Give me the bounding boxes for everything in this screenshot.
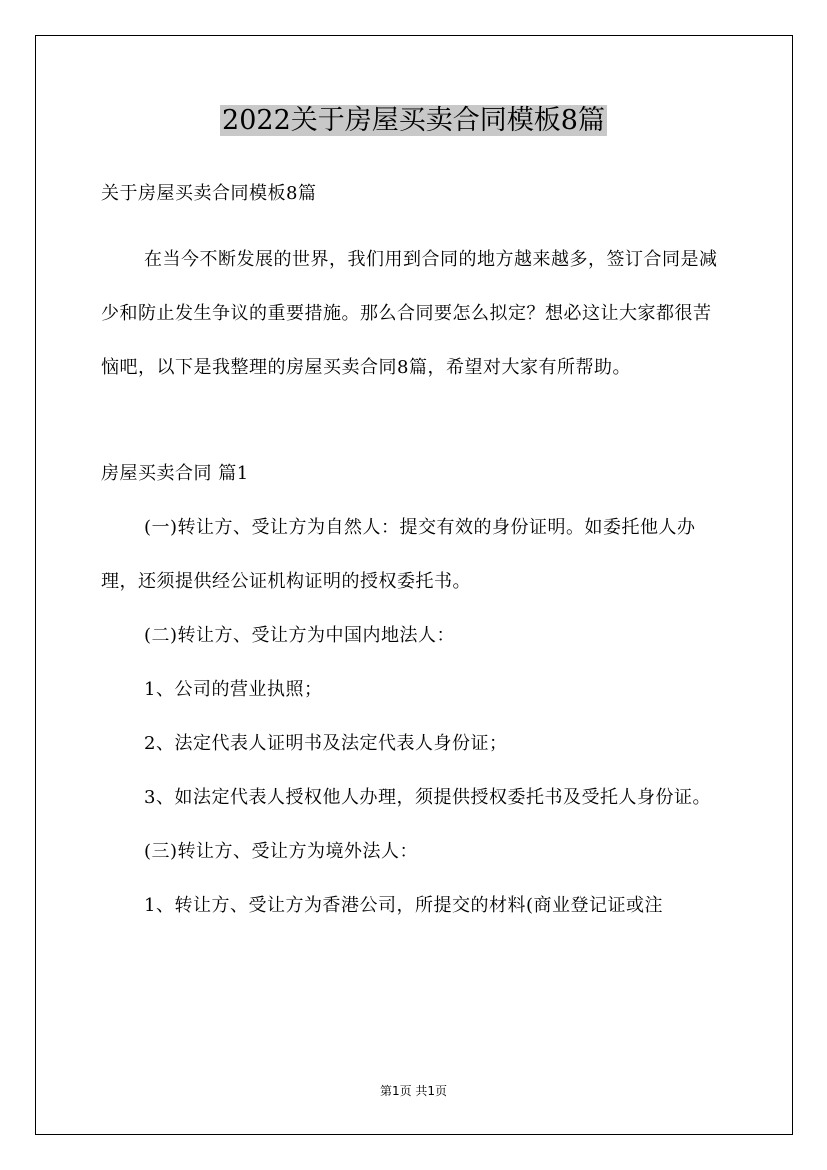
document-title — [0, 100, 827, 142]
section-paragraph: 1、公司的营业执照； — [144, 679, 323, 700]
section-paragraph: (三)转让方、受让方为境外法人： — [144, 841, 419, 862]
document-title-text: 2022关于房屋买卖合同模板8篇 — [222, 105, 605, 136]
section-paragraph: 3、如法定代表人授权他人办理，须提供授权委托书及受托人身份证。 — [144, 787, 711, 808]
section-paragraph: (一)转让方、受让方为自然人：提交有效的身份证明。如委托他人办理，还须提供经公证机构证明的授权委托书。 — [101, 517, 696, 592]
document-body — [101, 173, 727, 933]
section-paragraph: 2、法定代表人证明书及法定代表人身份证； — [144, 733, 508, 754]
document-subtitle: 关于房屋买卖合同模板8篇 — [101, 183, 317, 204]
section-paragraph: (二)转让方、受让方为中国内地法人： — [144, 625, 456, 646]
section-heading: 房屋买卖合同 篇1 — [101, 463, 249, 484]
intro-paragraph: 在当今不断发展的世界，我们用到合同的地方越来越多，签订合同是减少和防止发生争议的重要措施。那么合同要怎么拟定？想必这让大家都很苦恼吧，以下是我整理的房屋买卖合同8篇，希望对大家有所帮助。 — [101, 249, 718, 378]
page-footer: 第1页 共1页 — [379, 1084, 448, 1098]
section-paragraph: 1、转让方、受让方为香港公司，所提交的材料(商业登记证或注 — [144, 895, 663, 916]
